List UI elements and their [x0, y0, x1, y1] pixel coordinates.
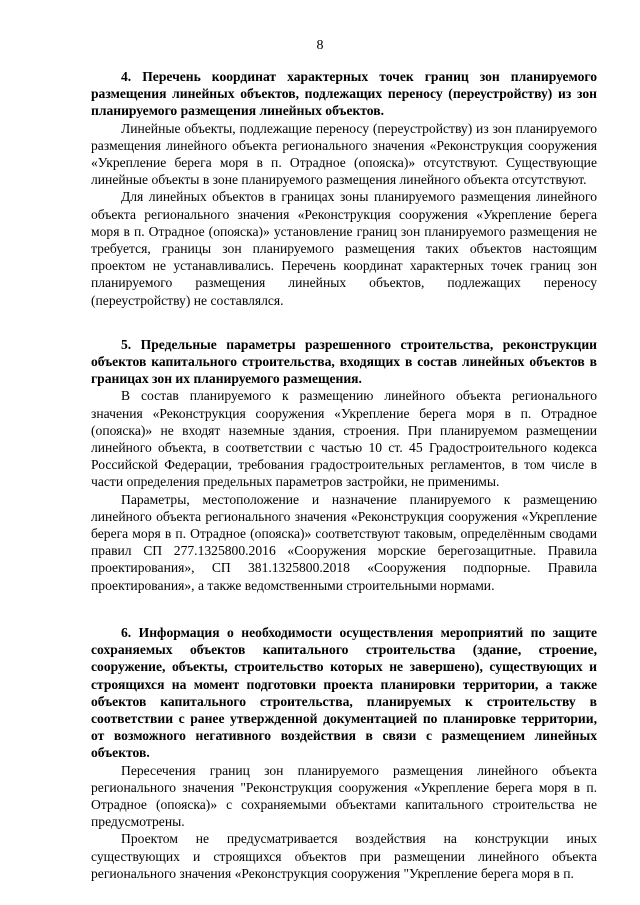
paragraph: В состав планируемого к размещению линейного объекта регионального значения «Реконструкция сооружения «Укрепление берега моря в п. Отрадное (опояска)» не входят наземные здания, строения. При планируемом размещении линейного объекта, в соответствии с частью 10 ст. 45 Градостроительного кодекса Российской Федерации, требования градостроительных регламентов, в том числе в части определения предельных параметров застройки, не применимы.	[91, 388, 597, 490]
section-heading: 5. Предельные параметры разрешенного строительства, реконструкции объектов капитального строительства, входящих в состав линейных объектов в границах зон их планируемого размещения.	[91, 336, 597, 387]
paragraph: Линейные объекты, подлежащие переносу (переустройству) из зон планируемого размещения линейного объекта регионального значения «Реконструкция сооружения «Укрепление берега моря в п. Отрадное (опояска)» отсутствуют. Существующие линейные объекты в зоне планируемого размещения линейного объекта отсутствуют.	[91, 120, 597, 188]
paragraph: Параметры, местоположение и назначение планируемого к размещению линейного объекта регионального значения «Реконструкция сооружения «Укрепление берега моря в п. Отрадное (опояска)» соответствуют таковым, определённым сводами правил СП 277.1325800.2016 «Сооружения морские берегозащитные. Правила проектирования», СП 381.1325800.2018 «Сооружения подпорные. Правила проектирования», а также ведомственными строительными нормами.	[91, 491, 597, 593]
section-spacer	[91, 309, 597, 336]
section-5	[91, 336, 597, 594]
page-number: 8	[316, 38, 324, 53]
section-6	[91, 624, 597, 882]
paragraph: Для линейных объектов в границах зоны планируемого размещения линейного объекта регионального значения «Реконструкция сооружения «Укрепление берега моря в п. Отрадное (опояска)» установление границ зон планируемого размещения не требуется, границы зон планируемого размещения таких объектов настоящим проектом не устанавливались. Перечень координат характерных точек границ зон планируемого размещения линейных объектов, подлежащих переносу (переустройству) не составлялся.	[91, 189, 597, 308]
paragraph: Пересечения границ зон планируемого размещения линейного объекта регионального значения "Реконструкция сооружения «Укрепление берега моря в п. Отрадное (опояска)» с сохраняемыми объектами капитального строительства не предусмотрены.	[91, 762, 597, 830]
section-heading: 4. Перечень координат характерных точек границ зон планируемого размещения линейных объектов, подлежащих переносу (переустройству) из зон планируемого размещения линейных объектов.	[91, 69, 597, 119]
document-body	[91, 68, 597, 882]
section-spacer	[91, 594, 597, 624]
paragraph: Проектом не предусматривается воздействия на конструкции иных существующих и строящихся объектов при размещении линейного объекта регионального значения «Реконструкция сооружения "Укрепление берега моря в п.	[91, 831, 597, 881]
section-heading: 6. Информация о необходимости осуществления мероприятий по защите сохраняемых объектов капитального строительства (здание, строение, сооружение, объекты, строительство которых не завершено), существующих и строящихся на момент подготовки проекта планировки территории, а также объектов капитального строительства, планируемых к строительству в соответствии с ранее утвержденной документацией по планировке территории, от возможного негативного воздействия в связи с размещением линейных объектов.	[91, 624, 597, 761]
section-4	[91, 68, 597, 309]
